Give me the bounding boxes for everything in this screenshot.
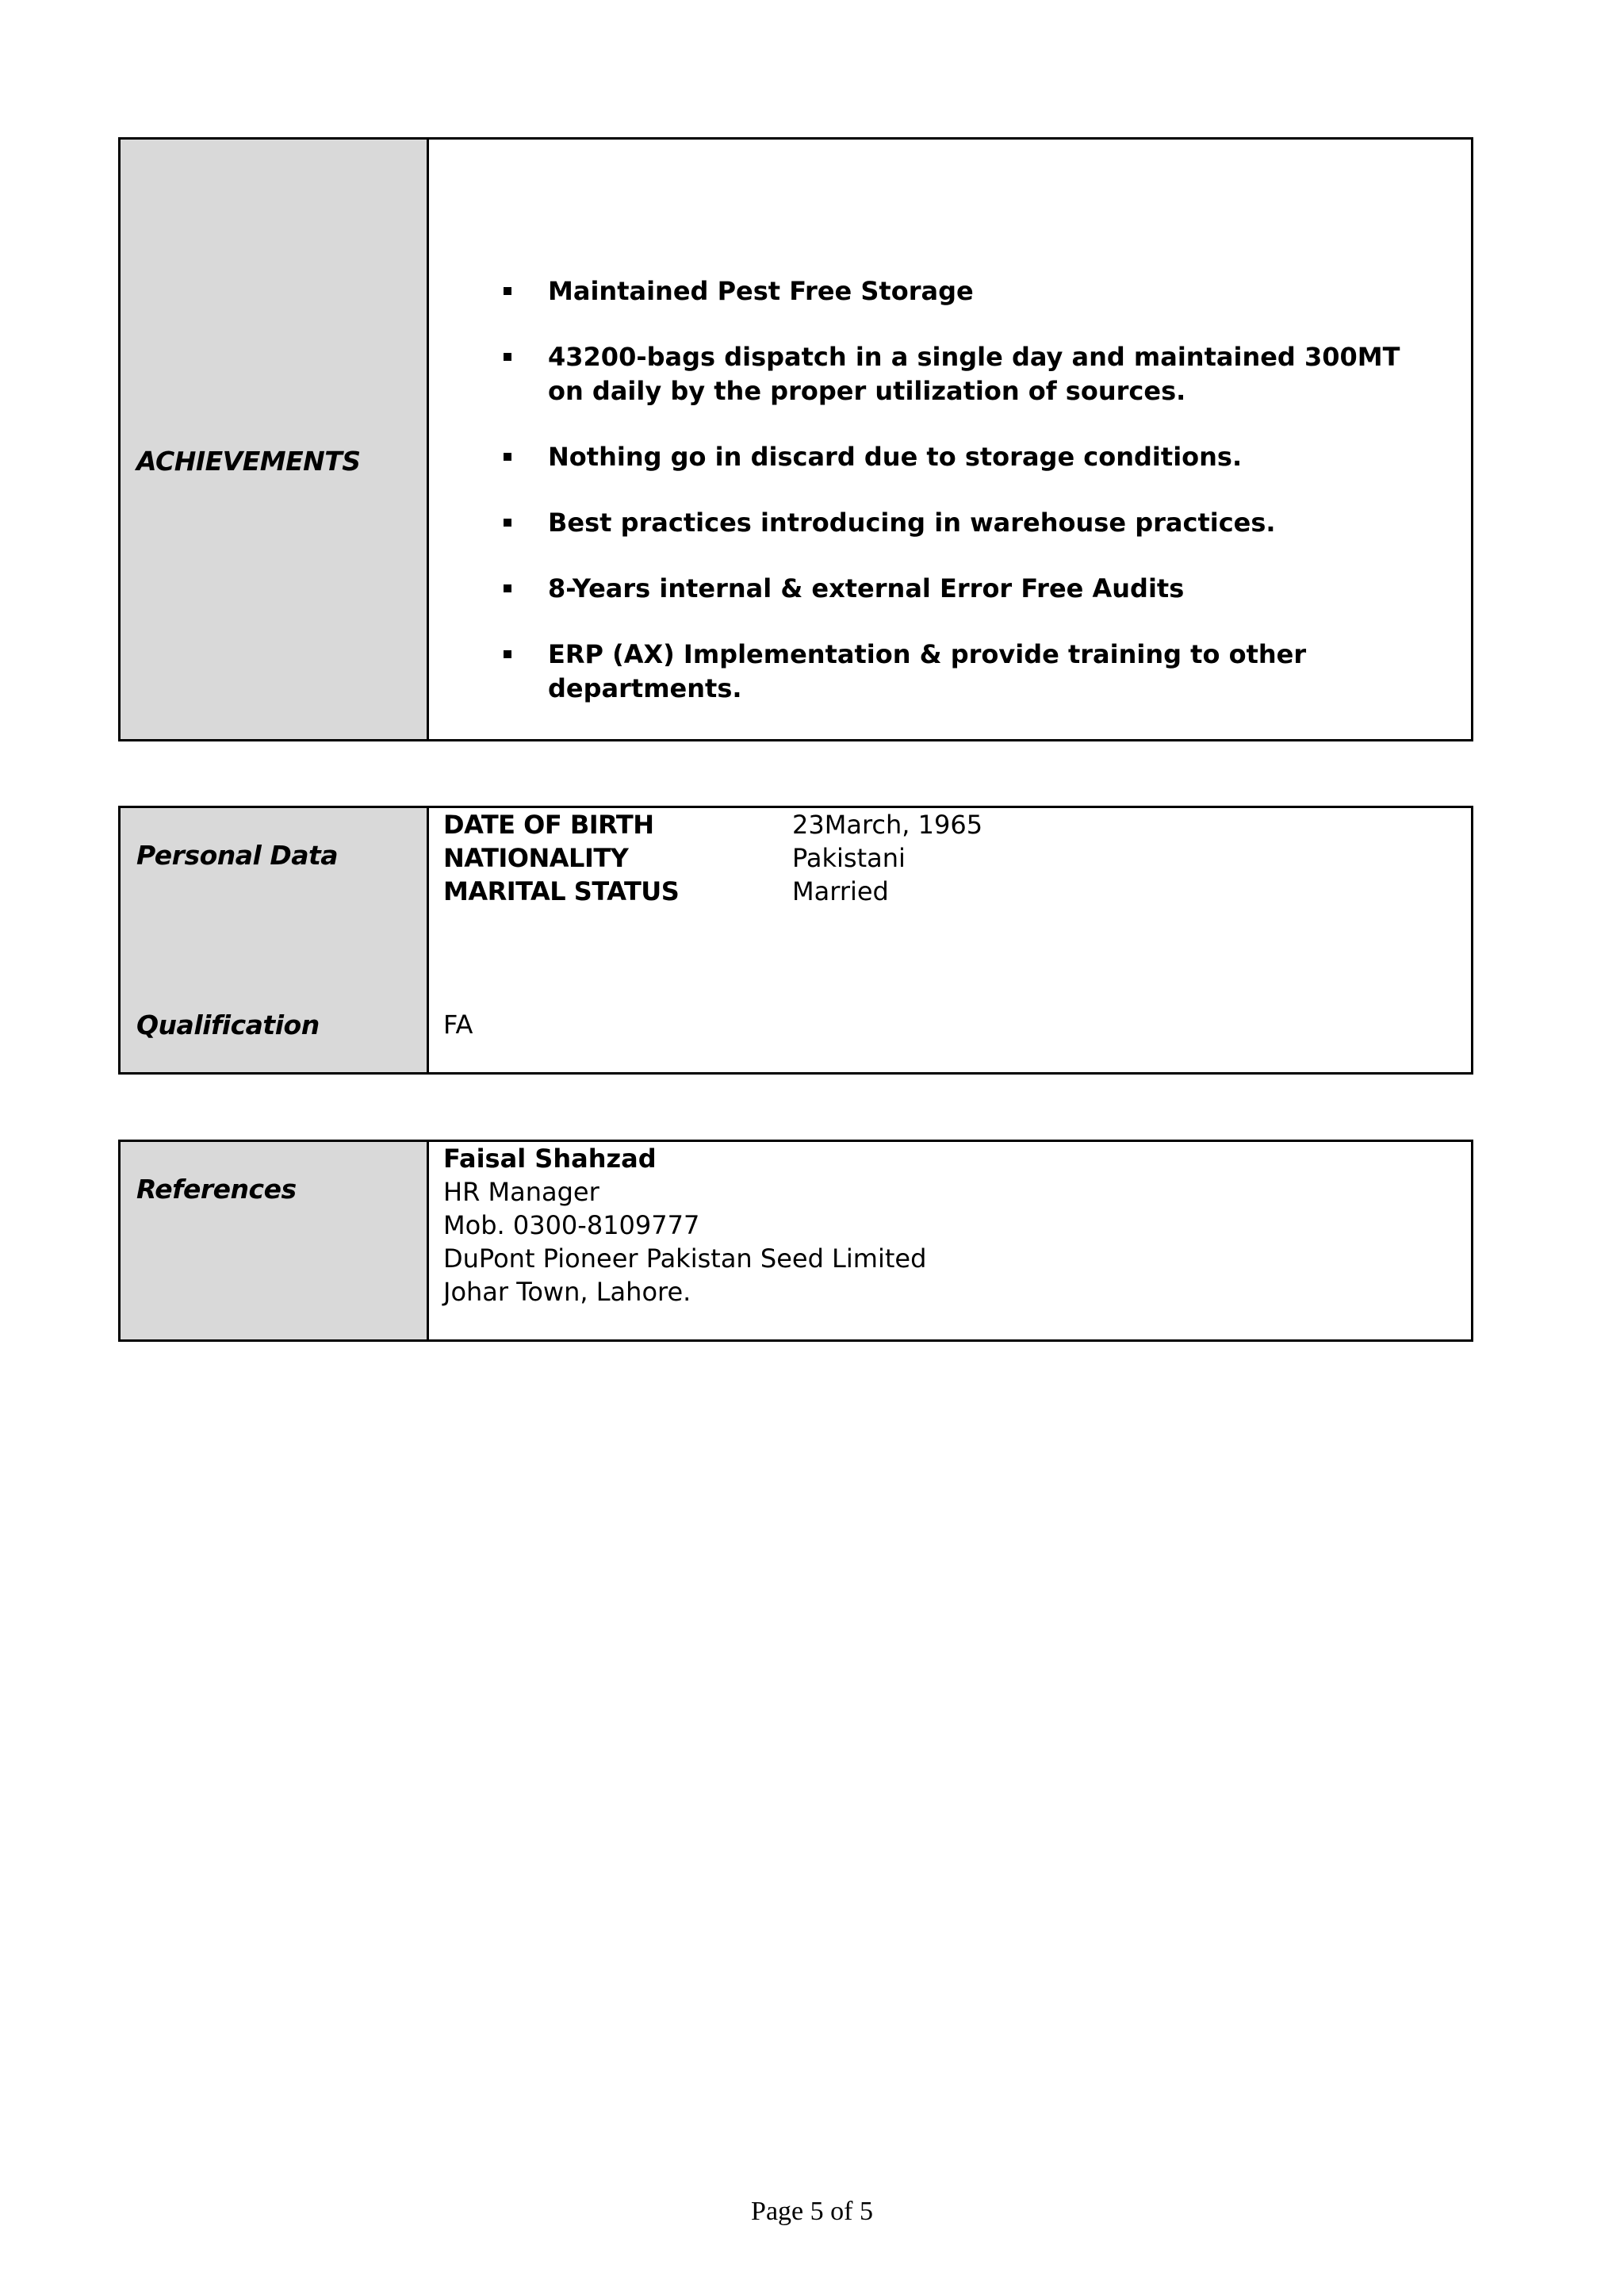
nationality-key: NATIONALITY — [443, 843, 629, 873]
square-bullet-icon — [504, 353, 511, 361]
achievements-content-cell — [429, 140, 1471, 739]
personal-data-table — [118, 806, 1473, 1075]
achievements-label-cell — [121, 140, 429, 739]
references-label-cell — [121, 1142, 429, 1339]
reference-name: Faisal Shahzad — [443, 1144, 657, 1174]
marital-key: MARITAL STATUS — [443, 876, 680, 906]
achievement-text: ERP (AX) Implementation & provide training to other departments. — [548, 639, 1307, 703]
achievements-table — [118, 137, 1473, 741]
reference-address: Johar Town, Lahore. — [443, 1277, 691, 1307]
achievement-item — [548, 572, 1412, 606]
achievement-item — [548, 274, 1412, 308]
nationality-value: Pakistani — [792, 843, 906, 873]
marital-value: Married — [792, 876, 889, 906]
references-content-cell — [429, 1142, 1471, 1339]
references-label: References — [136, 1174, 297, 1205]
reference-company: DuPont Pioneer Pakistan Seed Limited — [443, 1243, 927, 1274]
personal-row-dob — [443, 808, 982, 841]
achievement-text: 43200-bags dispatch in a single day and maintained 300MT on daily by the proper utilization of sources. — [548, 342, 1400, 406]
achievement-item — [548, 506, 1412, 540]
references-table — [118, 1140, 1473, 1342]
reference-title: HR Manager — [443, 1177, 599, 1207]
personal-content-cell — [429, 808, 1471, 1072]
reference-entry — [443, 1142, 926, 1308]
personal-label-cell — [121, 808, 429, 1072]
achievement-text: Maintained Pest Free Storage — [548, 276, 974, 306]
achievement-text: 8-Years internal & external Error Free Audits — [548, 573, 1185, 603]
square-bullet-icon — [504, 519, 511, 527]
achievements-label: ACHIEVEMENTS — [136, 446, 361, 477]
personal-data-label: Personal Data — [136, 840, 339, 871]
achievement-item — [548, 440, 1412, 474]
personal-row-nationality — [443, 841, 982, 875]
achievements-list — [548, 274, 1412, 738]
qualification-value: FA — [443, 1010, 473, 1040]
dob-value: 23March, 1965 — [792, 810, 983, 840]
square-bullet-icon — [504, 584, 511, 592]
page-number: Page 5 of 5 — [751, 2197, 873, 2226]
qualification-label: Qualification — [136, 1010, 320, 1040]
square-bullet-icon — [504, 287, 511, 295]
achievement-item — [548, 340, 1412, 408]
square-bullet-icon — [504, 453, 511, 461]
personal-details — [443, 808, 982, 908]
reference-mobile: Mob. 0300-8109777 — [443, 1210, 700, 1240]
achievement-item — [548, 638, 1412, 706]
achievement-text: Best practices introducing in warehouse practices. — [548, 508, 1276, 538]
dob-key: DATE OF BIRTH — [443, 810, 654, 840]
achievement-text: Nothing go in discard due to storage conditions. — [548, 442, 1243, 472]
square-bullet-icon — [504, 650, 511, 658]
personal-row-marital — [443, 875, 982, 908]
